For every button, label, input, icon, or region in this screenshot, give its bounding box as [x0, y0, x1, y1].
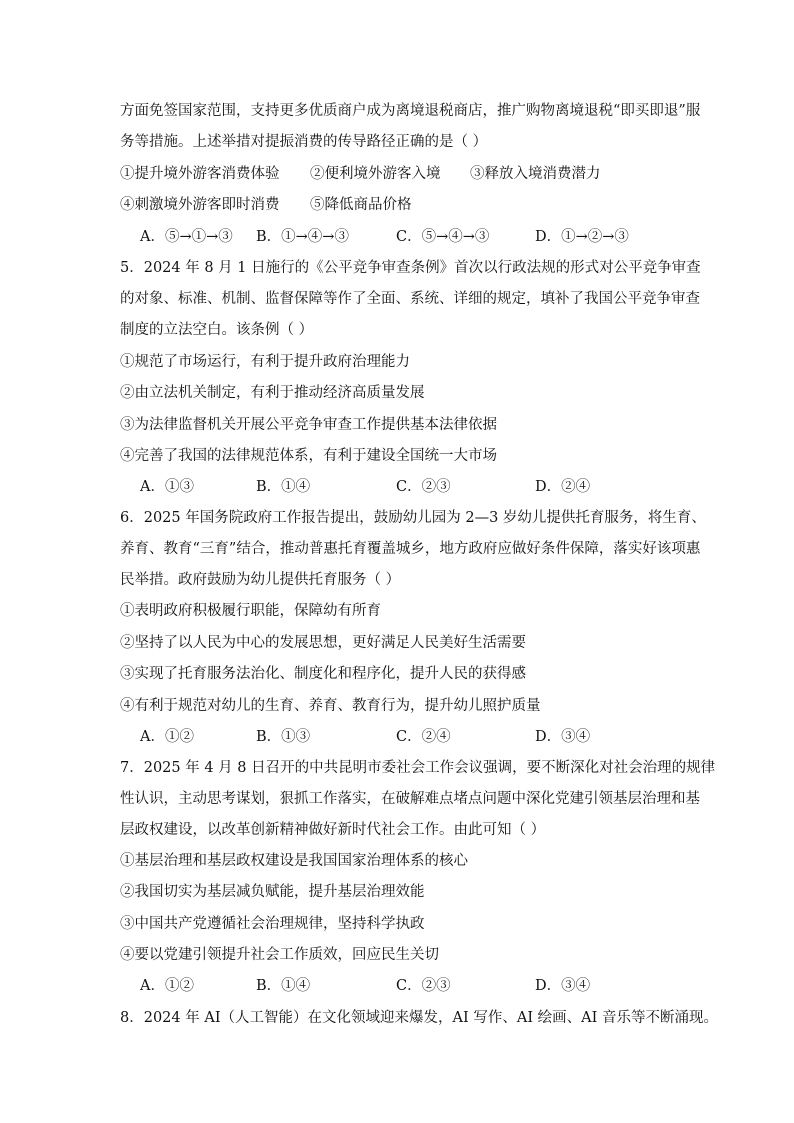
q6-option-d: D．③④: [535, 729, 591, 745]
q4-option-a: A．⑤→①→③: [140, 229, 233, 245]
q5-stem-line-2: 的对象、标准、机制、监督保障等作了全面、系统、详细的规定，填补了我国公平竞争审查: [120, 291, 700, 307]
q7-stem-line-3: 层政权建设，以改革创新精神做好新时代社会工作。由此可知（ ）: [120, 822, 546, 838]
q5-option-b: B．①④: [256, 479, 311, 495]
q8-stem-line-1: 8．2024 年 AI（人工智能）在文化领域迎来爆发，AI 写作、AI 绘画、AI 音乐等不断涌现。: [120, 1010, 718, 1026]
q4-option-c: C．⑤→④→③: [396, 229, 490, 245]
q6-option-a: A．①②: [140, 729, 194, 745]
q6-statement-2: ②坚持了以人民为中心的发展思想，更好满足人民美好生活需要: [120, 635, 526, 651]
q6-stem-line-2: 养育、教育“三育”结合，推动普惠托育覆盖城乡，地方政府应做好条件保障，落实好该项惠: [120, 541, 701, 557]
q7-option-d: D．③④: [535, 978, 591, 994]
q5-stem-line-1: 5．2024 年 8 月 1 日施行的《公平竞争审查条例》首次以行政法规的形式对公平竞争审查: [120, 260, 701, 276]
q4-item-3: ③释放入境消费潜力: [470, 166, 601, 182]
q7-option-c: C．②③: [396, 978, 451, 994]
q5-statement-4: ④完善了我国的法律规范体系，有利于建设全国统一大市场: [120, 448, 497, 464]
q5-stem-line-3: 制度的立法空白。该条例（ ）: [120, 322, 314, 338]
q5-statement-1: ①规范了市场运行，有利于提升政府治理能力: [120, 354, 410, 370]
q6-option-b: B．①③: [256, 729, 311, 745]
q6-statement-1: ①表明政府积极履行职能，保障幼有所育: [120, 603, 381, 619]
q4-text-line-1: 方面免签国家范围，支持更多优质商户成为离境退税商店，推广购物离境退税“即买即退”服: [120, 103, 701, 119]
q5-statement-3: ③为法律监督机关开展公平竞争审查工作提供基本法律依据: [120, 417, 497, 433]
q6-statement-4: ④有利于规范对幼儿的生育、养育、教育行为，提升幼儿照护质量: [120, 698, 541, 714]
q5-statement-2: ②由立法机关制定，有利于推动经济高质量发展: [120, 385, 425, 401]
q6-stem-line-3: 民举措。政府鼓励为幼儿提供托育服务（ ）: [120, 572, 401, 588]
q5-option-c: C．②③: [396, 479, 451, 495]
q4-item-4: ④刺激境外游客即时消费: [120, 197, 280, 213]
q7-stem-line-1: 7．2025 年 4 月 8 日召开的中共昆明市委社会工作会议强调，要不断深化对社会治理的规律: [120, 760, 716, 776]
q4-text-line-2: 务等措施。上述举措对提振消费的传导路径正确的是（ ）: [120, 134, 488, 150]
q7-option-b: B．①④: [256, 978, 311, 994]
q4-item-5: ⑤降低商品价格: [310, 197, 412, 213]
q5-option-a: A．①③: [140, 479, 194, 495]
q4-item-1: ①提升境外游客消费体验: [120, 166, 280, 182]
q5-option-d: D．②④: [535, 479, 591, 495]
q4-option-b: B．①→④→③: [256, 229, 349, 245]
q6-option-c: C．②④: [396, 729, 451, 745]
q7-stem-line-2: 性认识，主动思考谋划，狠抓工作落实，在破解难点堵点问题中深化党建引领基层治理和基: [120, 791, 700, 807]
q4-item-2: ②便利境外游客入境: [310, 166, 441, 182]
q7-statement-1: ①基层治理和基层政权建设是我国国家治理体系的核心: [120, 853, 468, 869]
q7-statement-4: ④要以党建引领提升社会工作质效，回应民生关切: [120, 947, 439, 963]
q6-stem-line-1: 6．2025 年国务院政府工作报告提出，鼓励幼儿园为 2—3 岁幼儿提供托育服务，将生育、: [120, 510, 706, 526]
q7-statement-2: ②我国切实为基层减负赋能，提升基层治理效能: [120, 884, 425, 900]
q7-statement-3: ③中国共产党遵循社会治理规律，坚持科学执政: [120, 916, 425, 932]
q6-statement-3: ③实现了托育服务法治化、制度化和程序化，提升人民的获得感: [120, 666, 526, 682]
q4-option-d: D．①→②→③: [535, 229, 629, 245]
q7-option-a: A．①②: [140, 978, 194, 994]
